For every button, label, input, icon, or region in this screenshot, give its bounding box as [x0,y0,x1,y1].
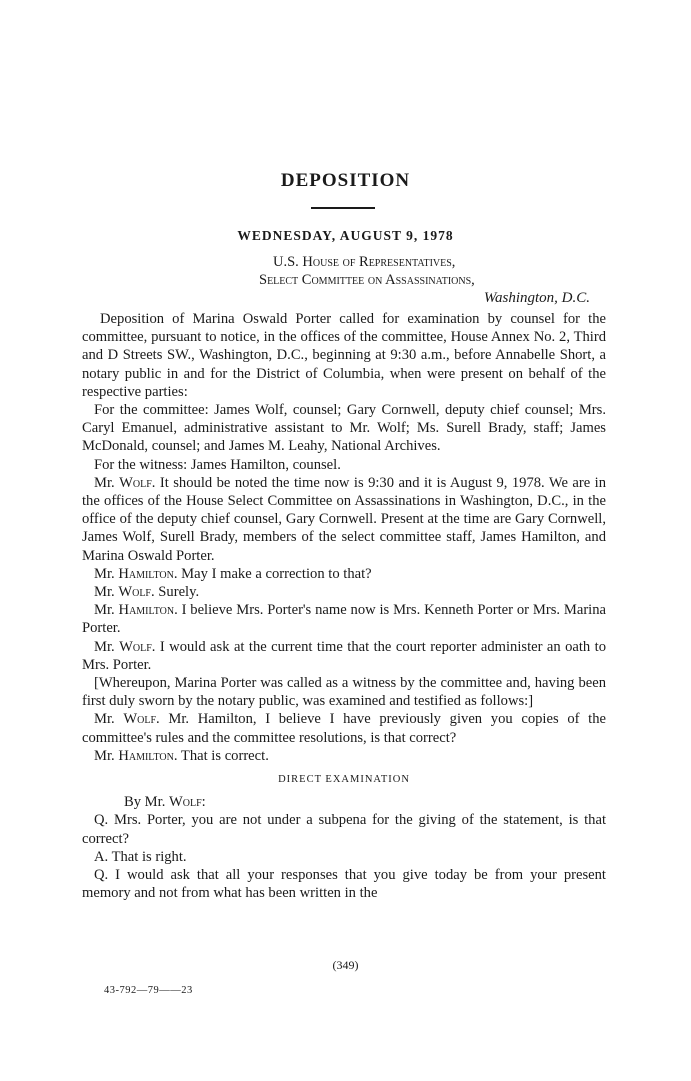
paragraph-text: Mr. [94,747,119,764]
speaker-name: Wolf. [118,584,155,601]
speaker-name: Wolf. [119,638,156,655]
section-heading: DIRECT EXAMINATION [278,774,410,786]
page-number: (349) [332,958,359,972]
paragraph-text: I would ask at the current time that the court reporter administer an oath to Mrs. Porter. [82,638,606,673]
paragraph [82,456,606,474]
examiner-byline [82,793,606,811]
paragraph [82,638,606,674]
paragraph [82,310,606,401]
paragraph-text: For the committee: James Wolf, counsel; Gary Cornwell, deputy chief counsel; Mrs. Caryl Emanuel, administrative assistant to Mr. Wolf; Ms. Surell Brady, staff; James McDonald, counsel; and James M. Leahy, National Archives. [82,402,606,455]
speaker-name: Wolf. [123,711,160,728]
org-line-committee: Select Committee on Assassinations, [259,272,475,288]
qa-line: Q. Mrs. Porter, you are not under a subpena for the giving of the statement, is that correct? [82,812,606,847]
paragraph-text: I believe Mrs. Porter's name now is Mrs. Kenneth Porter or Mrs. Marina Porter. [82,602,607,637]
paragraph-text: Mr. [94,638,120,655]
paragraph-text: Mr. Hamilton, I believe I have previously given you copies of the committee's rules and the committee resolutions, is that correct? [82,711,606,746]
qa-line: A. That is right. [94,848,187,865]
paragraph-text: That is correct. [177,747,269,764]
paragraph [82,601,606,637]
paragraph-text: Surely. [154,584,200,601]
paragraph [82,474,606,565]
qa-line: Q. I would ask that all your responses that you give today be from your present memory and not from what has been written in the [82,867,606,902]
paragraph-text: Mr. [94,584,119,601]
location-line: Washington, D.C. [483,290,590,306]
paragraph-text: Mr. [94,602,119,619]
document-title: DEPOSITION [280,170,411,191]
paragraph [82,583,606,601]
speaker-name: Wolf. [119,474,156,491]
paragraph-text: Mr. [94,711,124,728]
paragraph [82,747,606,765]
paragraph-text: Mr. [94,474,120,491]
paragraph-text: It should be noted the time now is 9:30 and it is August 9, 1978. We are in the offices of the House Select Committee on Assassinations in Washington, D.C., in the office of the deputy chief counsel, Gary Cornwell. Present at the time are Gary Cornwell, James Wolf, Surell Brady, members of the select committee staff, James Hamilton, and Marina Oswald Porter. [82,474,607,564]
speaker-name: Hamilton. [118,602,178,619]
org-line-house: U.S. House of Representatives, [273,254,456,270]
title-underline [311,207,375,209]
byline-prefix: By Mr. [124,794,170,811]
paragraph [82,565,606,583]
byline-name: Wolf: [169,794,206,811]
paragraph-text: [Whereupon, Marina Porter was called as a witness by the committee and, having been first duly sworn by the notary public, was examined and testified as follows:] [82,675,606,710]
footer-code: 43-792—79——23 [104,985,193,996]
qa-list [82,811,606,902]
speaker-name: Hamilton. [118,747,178,764]
paragraph-list [82,310,606,765]
speaker-name: Hamilton. [118,565,178,582]
deposition-date: WEDNESDAY, AUGUST 9, 1978 [237,228,454,243]
paragraph-text: Deposition of Marina Oswald Porter called for examination by counsel for the committee, pursuant to notice, in the offices of the committee, House Annex No. 2, Third and D Streets SW., Washington, D.C., beginning at 9:30 a.m., before Annabelle Short, a notary public in and for the District of Columbia, when were present on behalf of the respective parties: [82,311,606,400]
document-body [82,310,606,903]
paragraph-text: For the witness: James Hamilton, counsel. [94,456,341,473]
paragraph-text: Mr. [94,565,119,582]
paragraph [82,710,606,746]
paragraph [82,674,606,710]
paragraph-text: May I make a correction to that? [177,565,372,582]
paragraph [82,401,606,456]
